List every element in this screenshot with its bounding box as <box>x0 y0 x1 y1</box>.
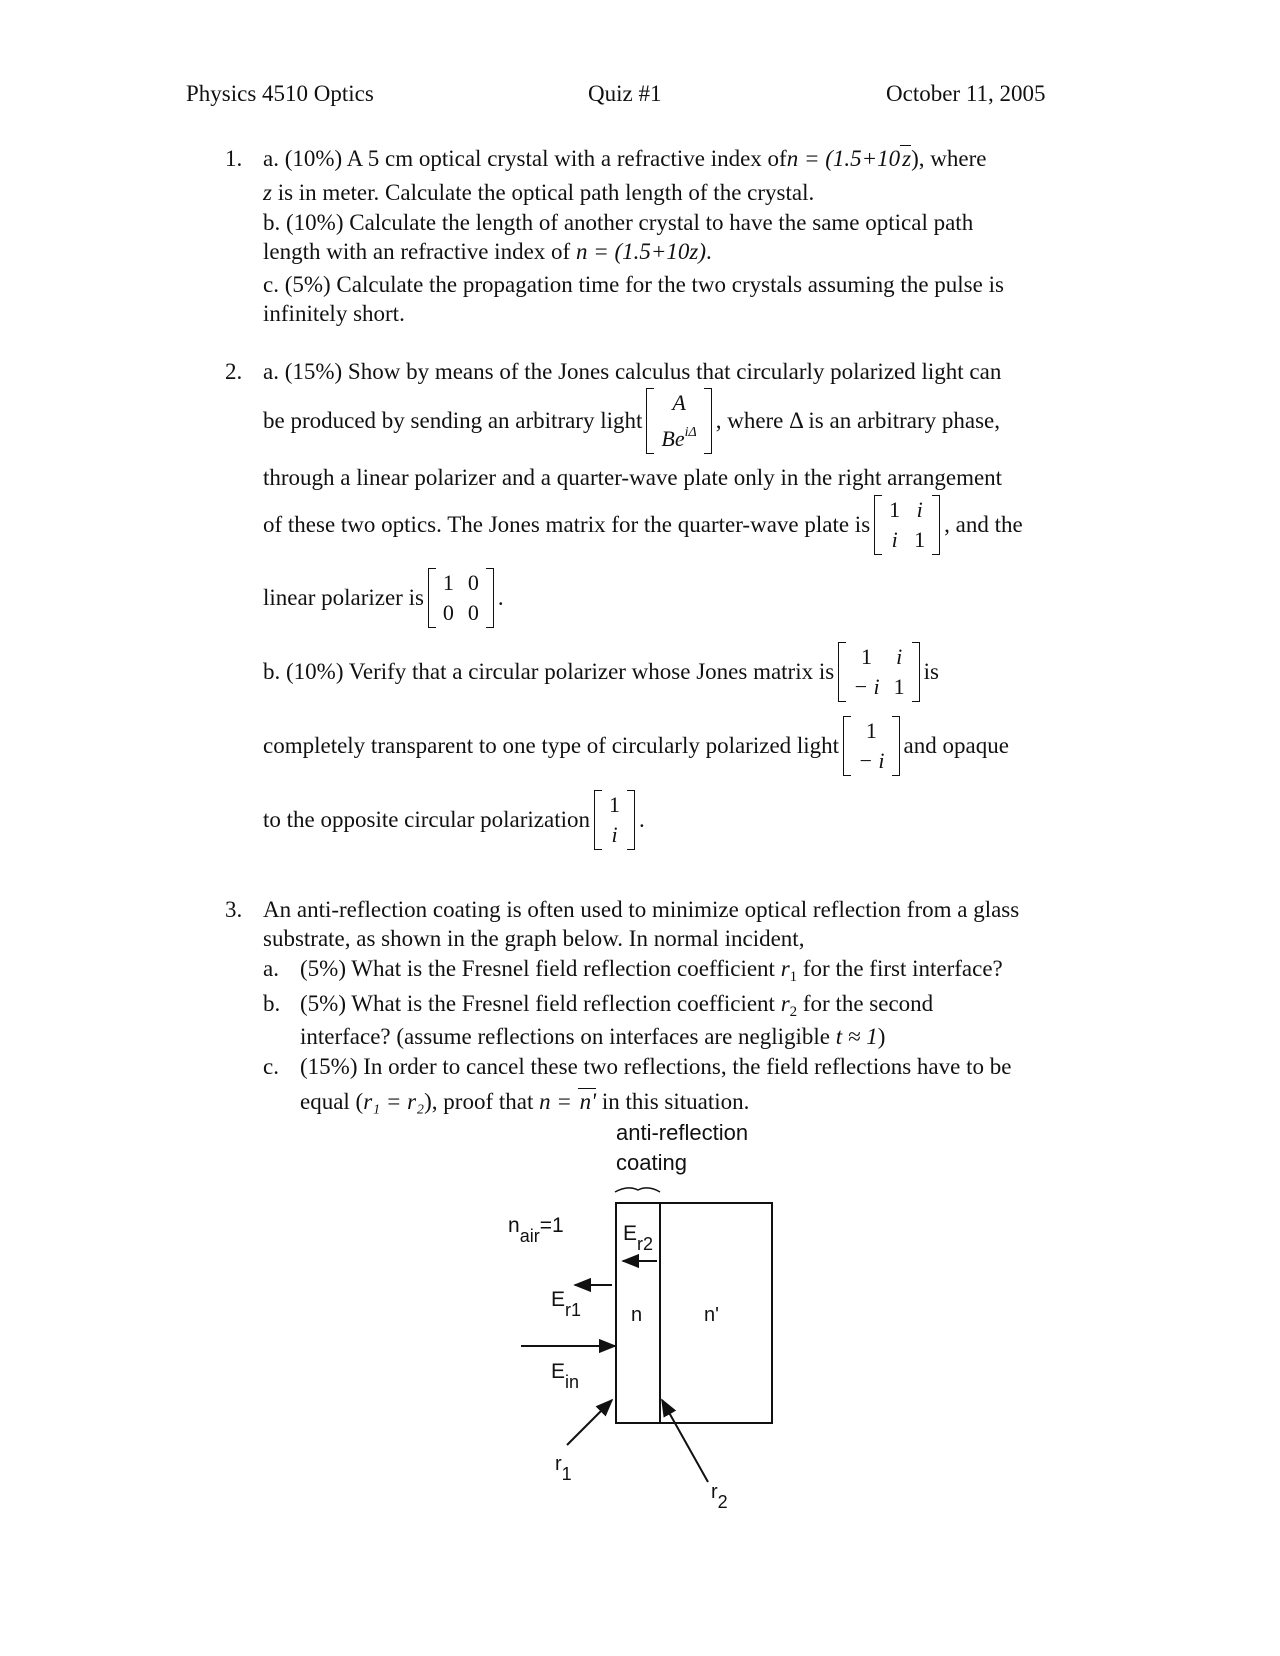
q1b-line2: length with an refractive index of n = (1.5+10z). <box>263 239 712 264</box>
circular-polarizer-matrix: 1 i − i 1 <box>838 642 919 702</box>
q1a-line: a. (10%) A 5 cm optical crystal with a refractive index ofn = (1.5+10z), where <box>263 146 987 171</box>
n-air-label: nair=1 <box>508 1214 564 1246</box>
q2b-line2: completely transparent to one type of circularly polarized light 1 − i and opaque <box>263 716 1009 776</box>
ein-label: Ein <box>551 1360 580 1392</box>
q3c-label: c. <box>263 1054 279 1079</box>
q2b-line1: b. (10%) Verify that a circular polarizer whose Jones matrix is 1 i − i 1 is <box>263 642 939 702</box>
course-title: Physics 4510 Optics <box>186 81 374 106</box>
q3b-label: b. <box>263 991 281 1016</box>
r1-pointer <box>567 1400 612 1445</box>
q1c-line2: infinitely short. <box>263 301 405 326</box>
q3b-text: (5%) What is the Fresnel field reflection coefficient $r_2$ for the second <box>300 991 934 1020</box>
q1c-line1: c. (5%) Calculate the propagation time for the two crystals assuming the pulse is <box>263 272 1004 297</box>
q3b-line2: interface? (assume reflections on interfaces are negligible t ≈ 1) <box>300 1024 886 1049</box>
circular-vector-1: 1 − i <box>843 716 899 776</box>
q2b-line3: to the opposite circular polarization 1 i . <box>263 790 645 850</box>
q3-line2: substrate, as shown in the graph below. In normal incident, <box>263 926 805 951</box>
q2a-line4: of these two optics. The Jones matrix for the quarter-wave plate is 1 i i 1 , and the <box>263 495 1023 555</box>
coating-label-line2: coating <box>616 1150 687 1175</box>
quarter-wave-plate-matrix: 1 i i 1 <box>874 495 940 555</box>
q3c-line1: (15%) In order to cancel these two reflections, the field reflections have to be <box>300 1054 1012 1079</box>
er2-label: Er2 <box>623 1222 654 1254</box>
question-number: 3. <box>225 897 243 922</box>
q1a-line2: z is in meter. Calculate the optical path length of the crystal. <box>263 180 815 205</box>
er1-label: Er1 <box>551 1288 582 1320</box>
r2-pointer <box>662 1400 708 1482</box>
light-vector: A $Be^{i\Delta}$ <box>646 388 711 454</box>
sqrt-z: z <box>902 146 912 171</box>
coating-label-line1: anti-reflection <box>616 1120 749 1145</box>
q3-line1: An anti-reflection coating is often used to minimize optical reflection from a glass <box>263 897 1020 922</box>
q2a-line5: linear polarizer is 1 0 0 0 . <box>263 568 504 628</box>
question-number: 1. <box>225 146 243 171</box>
coating-brace <box>615 1188 660 1192</box>
q1b-line1: b. (10%) Calculate the length of another crystal to have the same optical path <box>263 210 974 235</box>
circular-vector-2: 1 i <box>594 790 635 850</box>
quiz-date: October 11, 2005 <box>886 81 1046 106</box>
q3c-line2: equal (r₁ = r₂), proof that n = n' in this situation. <box>300 1089 750 1114</box>
r1-label: r1 <box>555 1453 572 1484</box>
q3a-label: a. <box>263 956 279 981</box>
linear-polarizer-matrix: 1 0 0 0 <box>428 568 494 628</box>
r2-label: r2 <box>711 1481 728 1512</box>
q3a-text: (5%) What is the Fresnel field reflection coefficient $r_1$ for the first interface? <box>300 956 1003 985</box>
quiz-title: Quiz #1 <box>588 81 662 106</box>
question-number: 2. <box>225 359 243 384</box>
substrate-index-label: n' <box>704 1304 719 1326</box>
q2a-line3: through a linear polarizer and a quarter-wave plate only in the right arrangement <box>263 465 1003 490</box>
sqrt-n-prime: n' <box>579 1089 597 1114</box>
coating-index-label: n <box>631 1304 643 1326</box>
q2a-line1: a. (15%) Show by means of the Jones calculus that circularly polarized light can <box>263 359 1002 384</box>
q2a-line2: be produced by sending an arbitrary light A $Be^{i\Delta}$ , where Δ is an arbitrary phase, <box>263 388 1000 454</box>
